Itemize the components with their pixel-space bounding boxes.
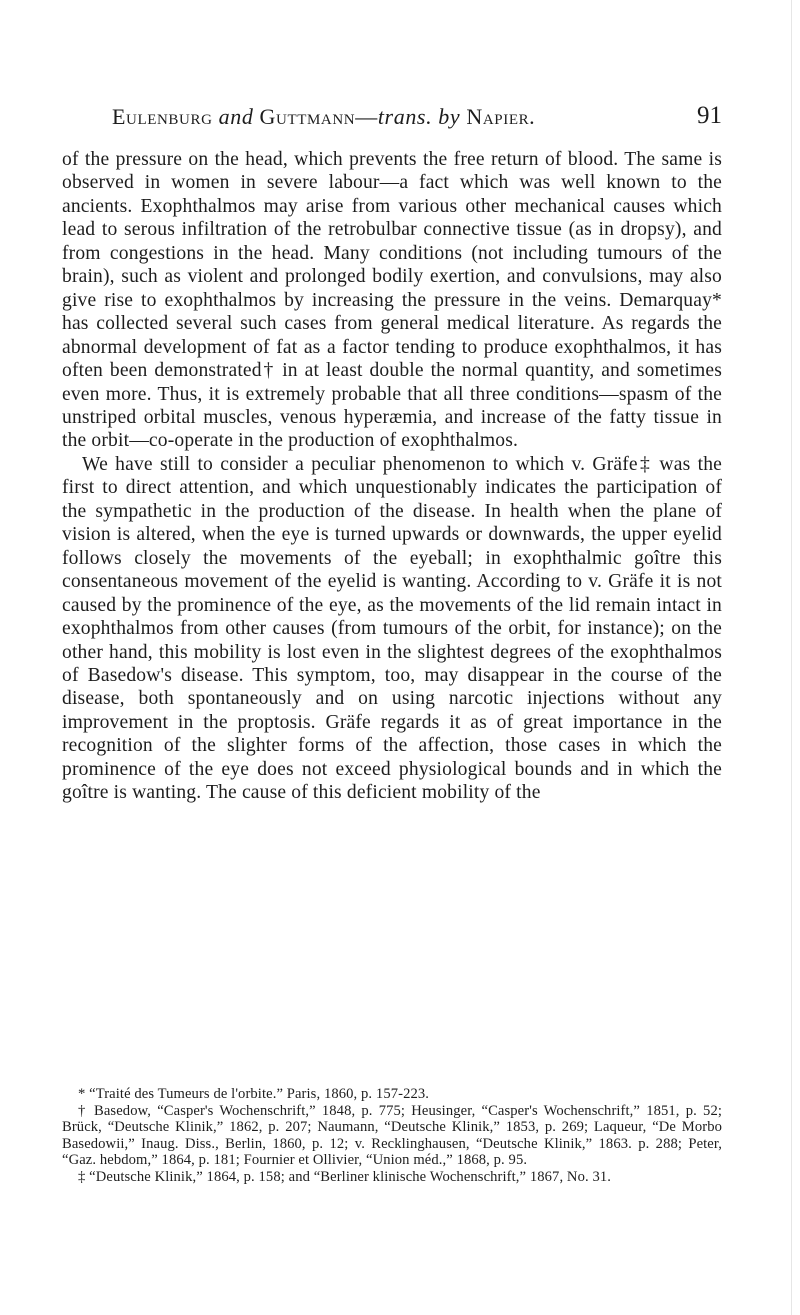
running-header — [112, 104, 722, 144]
footnote-2: † Basedow, “Casper's Wochenschrift,” 1848, p. 775; Heusinger, “Casper's Wochenschrift,” 1851, p. 52; Brück, “Deutsche Klinik,” 1862, p. 207; Naumann, “Deutsche Klinik,” 1853, p. 269; Laqueur, “De Morbo Basedowii,” Inaug. Diss., Berlin, 1860, p. 12; v. Recklinghausen, “Deutsche Klinik,” 1863. p. 288; Peter, “Gaz. hebdom,” 1864, p. 181; Fournier et Ollivier, “Union méd.,” 1868, p. 95. — [62, 1102, 722, 1169]
footnotes — [62, 1086, 722, 1186]
paragraph-2: We have still to consider a peculiar phenomenon to which v. Gräfe‡ was the first to direct attention, and which unquestionably indicates the participation of the sympathetic in the production of the disease. In health when the plane of vision is altered, when the eye is turned upwards or downwards, the upper eyelid follows closely the movements of the eyeball; in exophthalmic goître this consentaneous movement of the eyelid is wanting. According to v. Gräfe it is not caused by the prominence of the eye, as the movements of the lid remain intact in exophthalmos from other causes (from tumours of the orbit, for instance); on the other hand, this mobility is lost even in the slightest degrees of the exophthalmos of Basedow's disease. This symptom, too, may disappear in the course of the disease, both spontaneously and on using narcotic injections without any improvement in the proptosis. Gräfe regards it as of great importance in the recognition of the slighter forms of the affection, those cases in which the prominence of the eye does not exceed physiological bounds and in which the goître is wanting. The cause of this deficient mobility of the — [62, 453, 722, 804]
body-text — [62, 148, 722, 805]
header-dash: — — [355, 104, 378, 129]
author-eulenburg: Eulenburg — [112, 104, 213, 129]
connector-and: and — [218, 104, 254, 129]
paragraph-1: of the pressure on the head, which prevents the free return of blood. The same is observed in women in severe labour—a fact which was well known to the ancients. Exophthalmos may arise from various other mechanical causes which lead to serous infiltration of the retrobulbar connective tissue (as in dropsy), and from congestions in the head. Many conditions (not including tumours of the brain), such as violent and prolonged bodily exertion, and convulsions, may also give rise to exophthalmos by increasing the pressure in the veins. Demarquay* has collected several such cases from general medical literature. As regards the abnormal development of fat as a factor tending to produce exophthalmos, it has often been demonstrated† in at least double the normal quantity, and sometimes even more. Thus, it is extremely probable that all three conditions—spasm of the unstriped orbital muscles, venous hyperæmia, and increase of the fatty tissue in the orbit—co-operate in the production of exophthalmos. — [62, 149, 722, 452]
footnote-1: * “Traité des Tumeurs de l'orbite.” Paris, 1860, p. 157-223. — [78, 1086, 430, 1102]
translator-napier: Napier. — [466, 104, 536, 129]
page-number: 91 — [697, 102, 722, 129]
page-edge-divider — [791, 0, 792, 1315]
author-guttmann: Guttmann — [259, 104, 356, 129]
footnote-3: ‡ “Deutsche Klinik,” 1864, p. 158; and “Berliner klinische Wochenschrift,” 1867, No. 31. — [78, 1168, 612, 1185]
trans-by: trans. by — [377, 104, 461, 129]
running-head-title — [112, 104, 535, 130]
